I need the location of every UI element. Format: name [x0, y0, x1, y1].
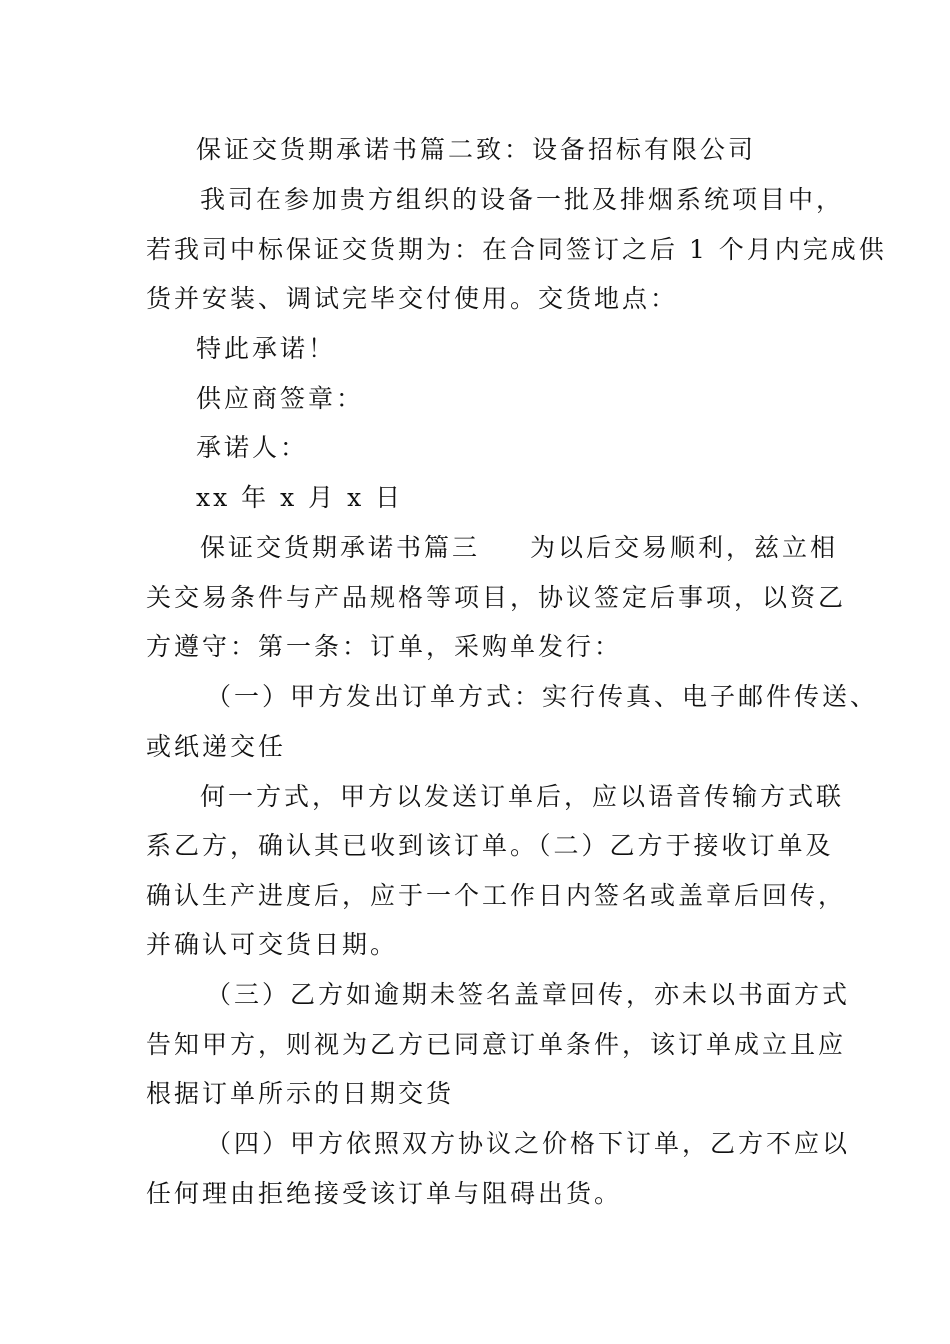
doc-line: 关交易条件与产品规格等项目，协议签定后事项，以资乙 [146, 583, 847, 612]
doc-line: 特此承诺！ [196, 334, 337, 363]
doc-line: 供应商签章： [196, 384, 365, 413]
doc-line: 并确认可交货日期。 [146, 930, 399, 959]
doc-line: （三）乙方如逾期未签名盖章回传，亦未以书面方式 [206, 980, 851, 1009]
doc-line: 任何理由拒绝接受该订单与阻碍出货。 [146, 1179, 623, 1208]
doc-line: 我司在参加贵方组织的设备一批及排烟系统项目中， [200, 185, 845, 214]
doc-line: 货并安装、调试完毕交付使用。交货地点： [146, 284, 679, 313]
doc-line: 何一方式，甲方以发送订单后，应以语音传输方式联 [200, 782, 845, 811]
doc-line: 或纸递交任 [146, 732, 287, 761]
doc-line: 系乙方，确认其已收到该订单。（二）乙方于接收订单及 [146, 831, 834, 860]
doc-line: 若我司中标保证交货期为：在合同签订之后 1 个月内完成供 [146, 235, 887, 264]
doc-line: 根据订单所示的日期交货 [146, 1079, 455, 1108]
doc-line: （一）甲方发出订单方式：实行传真、电子邮件传送、 [206, 682, 879, 711]
doc-line: xx 年 x 月 x 日 [196, 483, 404, 512]
doc-line: （四）甲方依照双方协议之价格下订单，乙方不应以 [206, 1129, 851, 1158]
doc-line: 方遵守：第一条：订单，采购单发行： [146, 632, 623, 661]
doc-line: 确认生产进度后，应于一个工作日内签名或盖章后回传， [146, 881, 847, 910]
section-intro: 为以后交易顺利，兹立相 [530, 533, 839, 562]
doc-line: 保证交货期承诺书篇二致：设备招标有限公司 [196, 135, 757, 164]
doc-line: 告知甲方，则视为乙方已同意订单条件，该订单成立且应 [146, 1030, 847, 1059]
doc-line: 承诺人： [196, 433, 309, 462]
section-heading: 保证交货期承诺书篇三 [200, 533, 481, 562]
doc-line [200, 528, 838, 568]
